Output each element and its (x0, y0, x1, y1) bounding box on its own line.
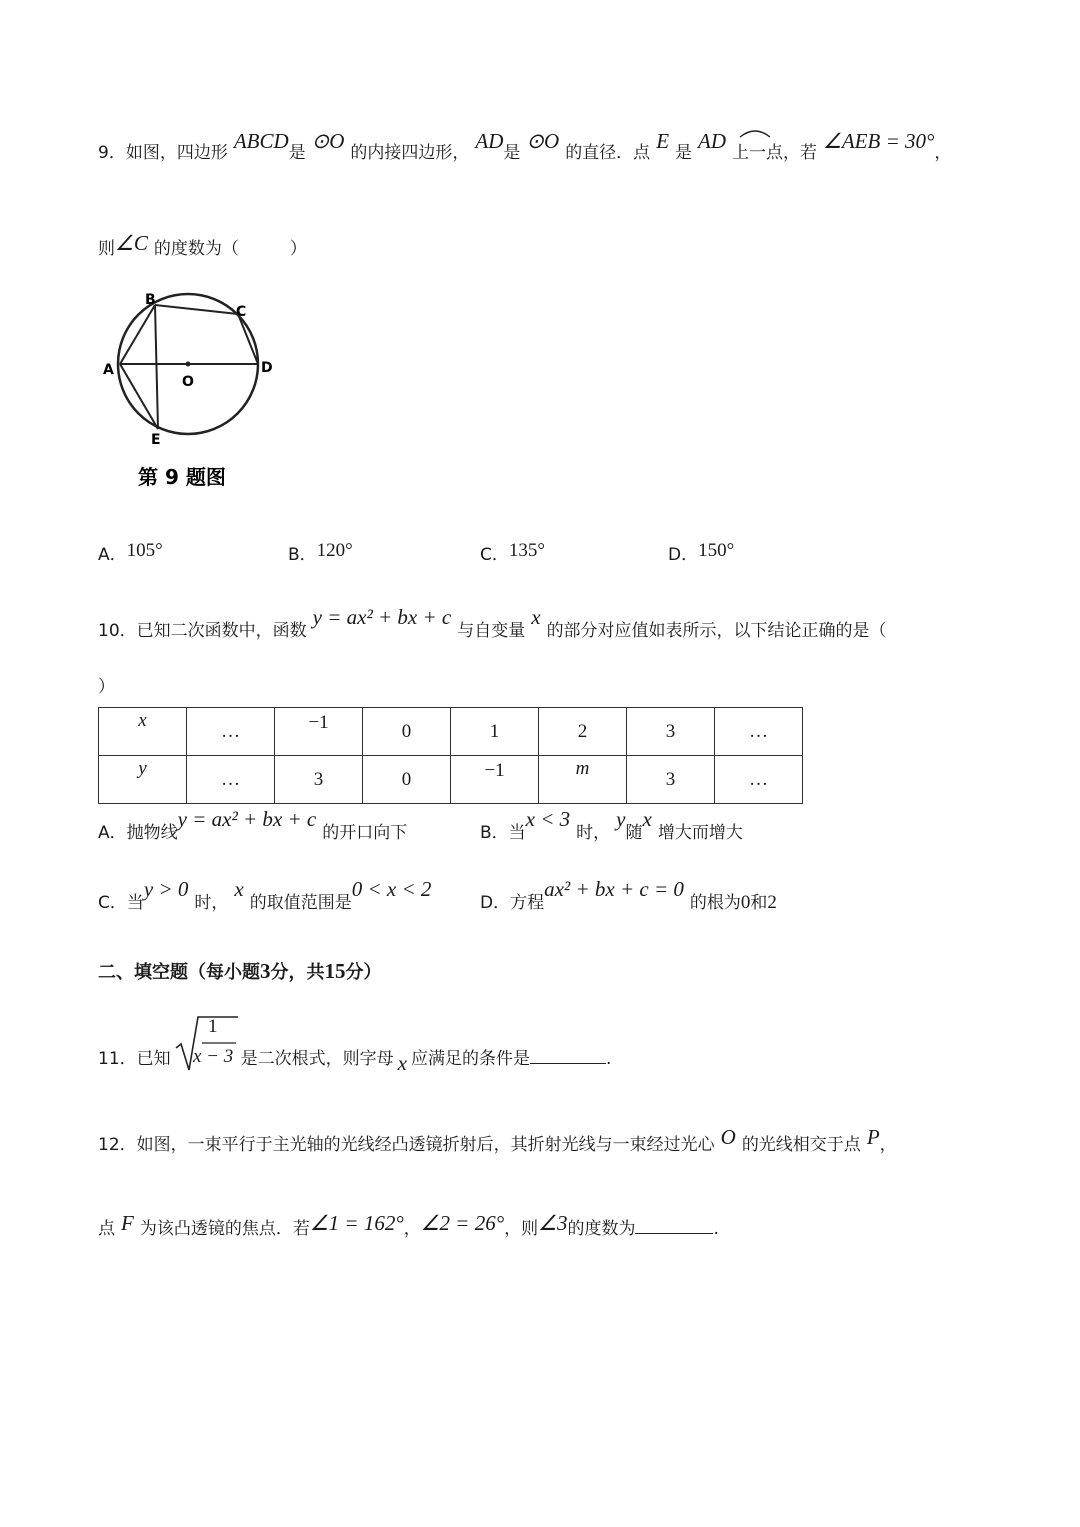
option-key: B． (480, 823, 509, 843)
option-value: 150° (698, 540, 735, 561)
q11-answer-blank[interactable] (530, 1047, 606, 1064)
q12-p: P (866, 1125, 880, 1149)
q9-option-d (668, 540, 734, 566)
table-row (99, 756, 803, 804)
q12-end: . (713, 1219, 719, 1239)
option-key: D． (668, 545, 699, 565)
q9-arc-ad: AD (698, 129, 727, 153)
option-text: 当 (126, 893, 144, 913)
q9-text-1: 如图，四边形 (125, 143, 228, 163)
q12-line-1 (98, 1125, 897, 1156)
label-e: E (151, 432, 161, 448)
table-cell: 0 (363, 708, 451, 756)
q10-option-a (98, 807, 408, 844)
section-title-text: 二、填空题（每小题 (98, 962, 260, 983)
q10-line-1 (98, 605, 887, 642)
q10-line-2 (98, 672, 115, 697)
table-cell: y (99, 756, 187, 804)
table-row (99, 708, 803, 756)
q11-text-1: 已知 (136, 1049, 171, 1069)
table-cell: x (99, 708, 187, 756)
option-text: 增大而增大 (657, 823, 743, 843)
option-value: 135° (508, 540, 545, 561)
q9-option-a (98, 540, 163, 566)
section-title-text: 分，共 (270, 962, 325, 983)
q10-number: 10． (98, 621, 137, 641)
option-key: B． (288, 545, 317, 565)
label-a: A (103, 362, 114, 378)
q12-text-5: 的度数为 (567, 1219, 636, 1239)
label-o: O (182, 374, 194, 390)
q12-text-3: 为该凸透镜的焦点．若 (139, 1219, 310, 1239)
q9-ask: 的度数为（ ） (153, 239, 307, 259)
section-points: 3 (260, 959, 271, 983)
option-text: 的根为 (689, 893, 741, 913)
option-key: A． (98, 545, 127, 565)
q9-text-6: 是 (675, 143, 693, 163)
q9-text-3: 的内接四边形， (350, 143, 470, 163)
figure-caption: 第 9 题图 (138, 465, 226, 489)
q12-angle-3: ∠3 (538, 1211, 568, 1235)
table-cell: … (715, 708, 803, 756)
q12-line-2 (98, 1211, 719, 1240)
option-expression: ax² + bx + c = 0 (544, 877, 684, 901)
table-cell: 1 (451, 708, 539, 756)
option-text: 时， (576, 823, 611, 843)
option-expression: y > 0 (143, 877, 189, 901)
section-2-title (98, 958, 382, 984)
center-dot (186, 362, 191, 367)
q10-function: y = ax² + bx + c (312, 605, 452, 629)
q9-option-c (480, 540, 545, 566)
q11-text-2: 是二次根式，则字母 (240, 1049, 394, 1069)
segment-be (155, 305, 158, 429)
option-text: 和 (750, 893, 768, 913)
q9-text-7: 上一点，若 (732, 143, 818, 163)
table-cell: m (539, 756, 627, 804)
q9-angle-aeb: ∠AEB = 30° (823, 129, 935, 153)
section-total: 15 (324, 959, 346, 983)
q9-text-4: 是 (503, 143, 521, 163)
q9-line-2 (98, 231, 307, 260)
segment-cd (238, 314, 258, 364)
q11-end: . (605, 1049, 612, 1069)
table-cell: −1 (451, 756, 539, 804)
q12-comma-1: ， (403, 1219, 421, 1239)
q12-o: O (720, 1125, 736, 1149)
option-key: C． (480, 545, 509, 565)
option-root-1: 0 (740, 892, 751, 913)
q11-text-3: 应满足的条件是 (410, 1049, 530, 1069)
table-cell: 0 (363, 756, 451, 804)
arc-mark-icon (738, 128, 772, 138)
option-range: 0 < x < 2 (351, 877, 432, 901)
section-title-text: 分） (345, 962, 382, 983)
label-c: C (236, 304, 247, 320)
q12-number: 12． (98, 1135, 137, 1155)
q12-f: F (121, 1211, 134, 1235)
option-expression: x < 3 (525, 807, 571, 831)
table-cell: 3 (627, 708, 715, 756)
q12-text-1: 如图，一束平行于主光轴的光线经凸透镜折射后，其折射光线与一束经过光心 (136, 1135, 715, 1155)
q9-figure (98, 288, 288, 498)
option-text: 的取值范围是 (249, 893, 352, 913)
q10-value-table (98, 707, 803, 804)
q10-option-d (480, 877, 777, 914)
q9-angle-c: ∠C (115, 231, 148, 255)
q11-denominator: x − 3 (193, 1046, 234, 1067)
label-b: B (145, 292, 156, 308)
label-d: D (261, 360, 273, 376)
q9-text-2: 是 (288, 143, 306, 163)
q11-x: x (397, 1051, 407, 1075)
option-value: 105° (126, 540, 163, 561)
q11-number: 11． (98, 1049, 137, 1069)
q9-comma: ， (934, 143, 952, 163)
q12-answer-blank[interactable] (635, 1217, 713, 1234)
option-key: D． (480, 893, 511, 913)
table-cell: −1 (275, 708, 363, 756)
option-value: 120° (316, 540, 353, 561)
q10-text-2: 与自变量 (457, 621, 526, 641)
option-root-2: 2 (767, 892, 777, 913)
q9-abcd: ABCD (233, 129, 289, 153)
option-var-y: y (616, 807, 626, 831)
q12-angle-1: ∠1 = 162° (309, 1211, 404, 1235)
option-text: 时， (194, 893, 229, 913)
q12-text-2: 的光线相交于点 (741, 1135, 861, 1155)
q10-text-1: 已知二次函数中，函数 (136, 621, 307, 641)
q9-circle-o-2: ⊙O (526, 129, 560, 153)
option-key: C． (98, 893, 127, 913)
q10-x: x (531, 605, 541, 629)
q12-point: 点 (98, 1219, 115, 1239)
option-text: 方程 (510, 893, 545, 913)
option-expression: y = ax² + bx + c (177, 807, 317, 831)
q10-close: ） (98, 677, 115, 697)
option-text: 抛物线 (126, 823, 178, 843)
option-text: 的开口向下 (322, 823, 408, 843)
q12-angle-2: ∠2 = 26° (420, 1211, 505, 1235)
q10-text-3: 的部分对应值如表所示，以下结论正确的是（ (546, 621, 887, 641)
q9-text-5: 的直径．点 (565, 143, 651, 163)
option-text: 当 (508, 823, 526, 843)
q11-numerator: 1 (208, 1016, 218, 1037)
option-var-x: x (234, 877, 244, 901)
table-cell: … (715, 756, 803, 804)
q9-then: 则 (98, 239, 115, 259)
table-cell: 3 (275, 756, 363, 804)
option-key: A． (98, 823, 127, 843)
q9-circle-o: ⊙O (311, 129, 345, 153)
table-cell: … (187, 708, 275, 756)
q12-text-4: ，则 (504, 1219, 539, 1239)
q9-option-b (288, 540, 353, 566)
q9-point-e: E (656, 129, 670, 153)
option-text: 随 (625, 823, 643, 843)
q9-line-1 (98, 129, 952, 164)
table-cell: 3 (627, 756, 715, 804)
table-cell: 2 (539, 708, 627, 756)
q10-option-b (480, 807, 743, 844)
q12-comma: ， (879, 1135, 897, 1155)
option-var-x: x (642, 807, 652, 831)
q9-ad: AD (475, 129, 504, 153)
q9-number: 9． (98, 143, 126, 163)
q10-option-c (98, 877, 432, 914)
table-cell: … (187, 756, 275, 804)
